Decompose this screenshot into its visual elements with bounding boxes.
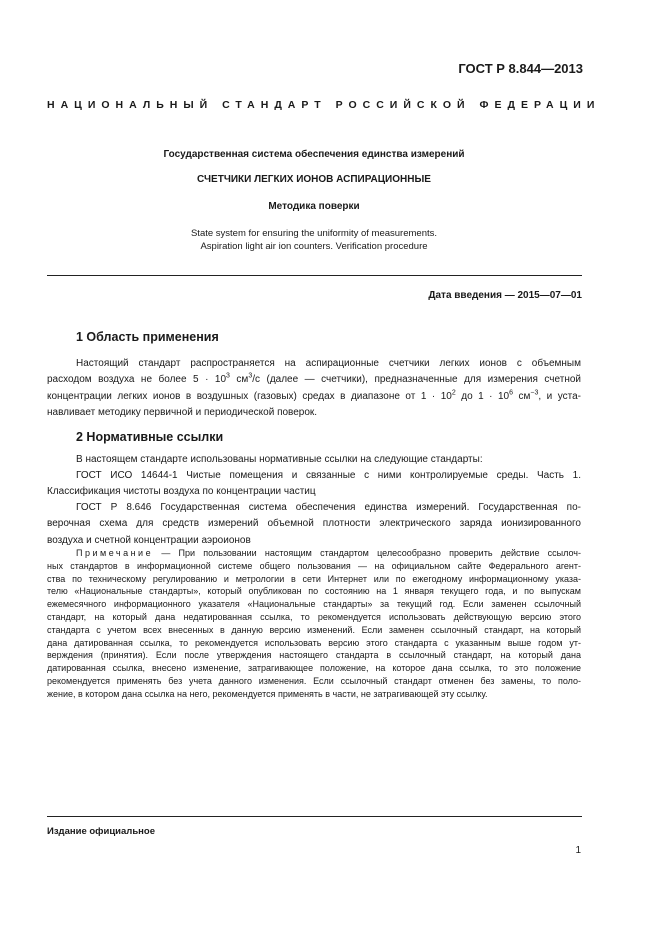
english-title-line-2: Aspiration light air ion counters. Verification procedure (200, 241, 428, 252)
standard-title: СЧЕТЧИКИ ЛЕГКИХ ИОНОВ АСПИРАЦИОННЫЕ (197, 174, 431, 185)
section-1-paragraph (47, 356, 581, 421)
national-standard-heading: НАЦИОНАЛЬНЫЙ СТАНДАРТ РОССИЙСКОЙ ФЕДЕРАЦИИ (47, 99, 601, 111)
section-1-line-4: навливает методику первичной и периодической поверок. (47, 406, 318, 418)
section-2-intro: В настоящем стандарте использованы нормативные ссылки на следующие стандарты: (76, 454, 483, 465)
section-2-heading: 2 Нормативные ссылки (76, 430, 224, 444)
standard-subtitle: Методика поверки (268, 201, 360, 212)
official-edition-label: Издание официальное (47, 826, 155, 837)
document-code: ГОСТ Р 8.844—2013 (458, 61, 583, 76)
section-1-line-2: расходом воздуха не более $5 \cdot 10^3$ $см^3/с$ (далее — счетчики), предназначенные для измерения счетной (47, 372, 581, 386)
page-number: 1 (575, 845, 581, 856)
introduction-date: Дата введения — 2015—07—01 (428, 290, 582, 301)
reference-gost-iso-14644-1: ГОСТ ИСО 14644-1 Чистые помещения и связанные с ними контролируемые среды. Часть 1. Классификация чистоты воздуха по концентрации частиц (47, 470, 581, 498)
title-divider (47, 275, 582, 276)
section-1-line-1: Настоящий стандарт распространяется на аспирационные счетчики легких ионов с объемным (76, 358, 581, 369)
note-label: Примечание (76, 548, 154, 558)
note-block: Примечание — При пользовании настоящим стандартом целесообразно проверить действие ссылоч- ных стандартов в информационной системе общего пользования — на официальном сайте Федерального агент- ства по техническому регулированию и метрологии в сети Интернет или по ежегодному информационному указа- телю «Национальные стандарты», который опубликован по состоянию на 1 января текущего года, и по выпускам ежемесячного информационного указателя «Национальные стандарты» за текущий год. Если заменен ссылочный стандарт, на который дана недатированная ссылка, то рекомендуется использовать действующую версию этого стандарта с учетом всех внесенных в данную версию изменений. Если заменен ссылочный стандарт, на который дана датированная ссылка, то рекомендуется использовать версию этого стандарта с указанным выше годом ут- верждения (принятия). Если после утверждения настоящего стандарта в ссылочный стандарт, на который дана датированная ссылка, внесено изменение, затрагивающее положение, на которое дана ссылка, то это положение рекомендуется применять без учета данного изменения. Если ссылочный стандарт отменен без замены, то поло- жение, в котором дана ссылка на него, рекомендуется применять в части, не затрагивающей эту ссылку. (47, 548, 581, 699)
reference-gost-r-8-646: ГОСТ Р 8.646 Государственная система обеспечения единства измерений. Государственная по- верочная схема для средств измерений объемной плотности электрического заряда ионизированного воздуха и счетной концентрации аэроионов (47, 502, 581, 546)
section-1-line-3: концентрации легких ионов в воздушных (газовых) средах в диапазоне от $1 \cdot 10^2$ до $1 \cdot 10^6$ $см^{-3}$, и уста- (47, 389, 581, 402)
system-title: Государственная система обеспечения единства измерений (163, 149, 465, 160)
section-1-heading: 1 Область применения (76, 330, 219, 344)
english-title-line-1: State system for ensuring the uniformity of measurements. (190, 228, 438, 239)
footer-divider (47, 816, 582, 817)
